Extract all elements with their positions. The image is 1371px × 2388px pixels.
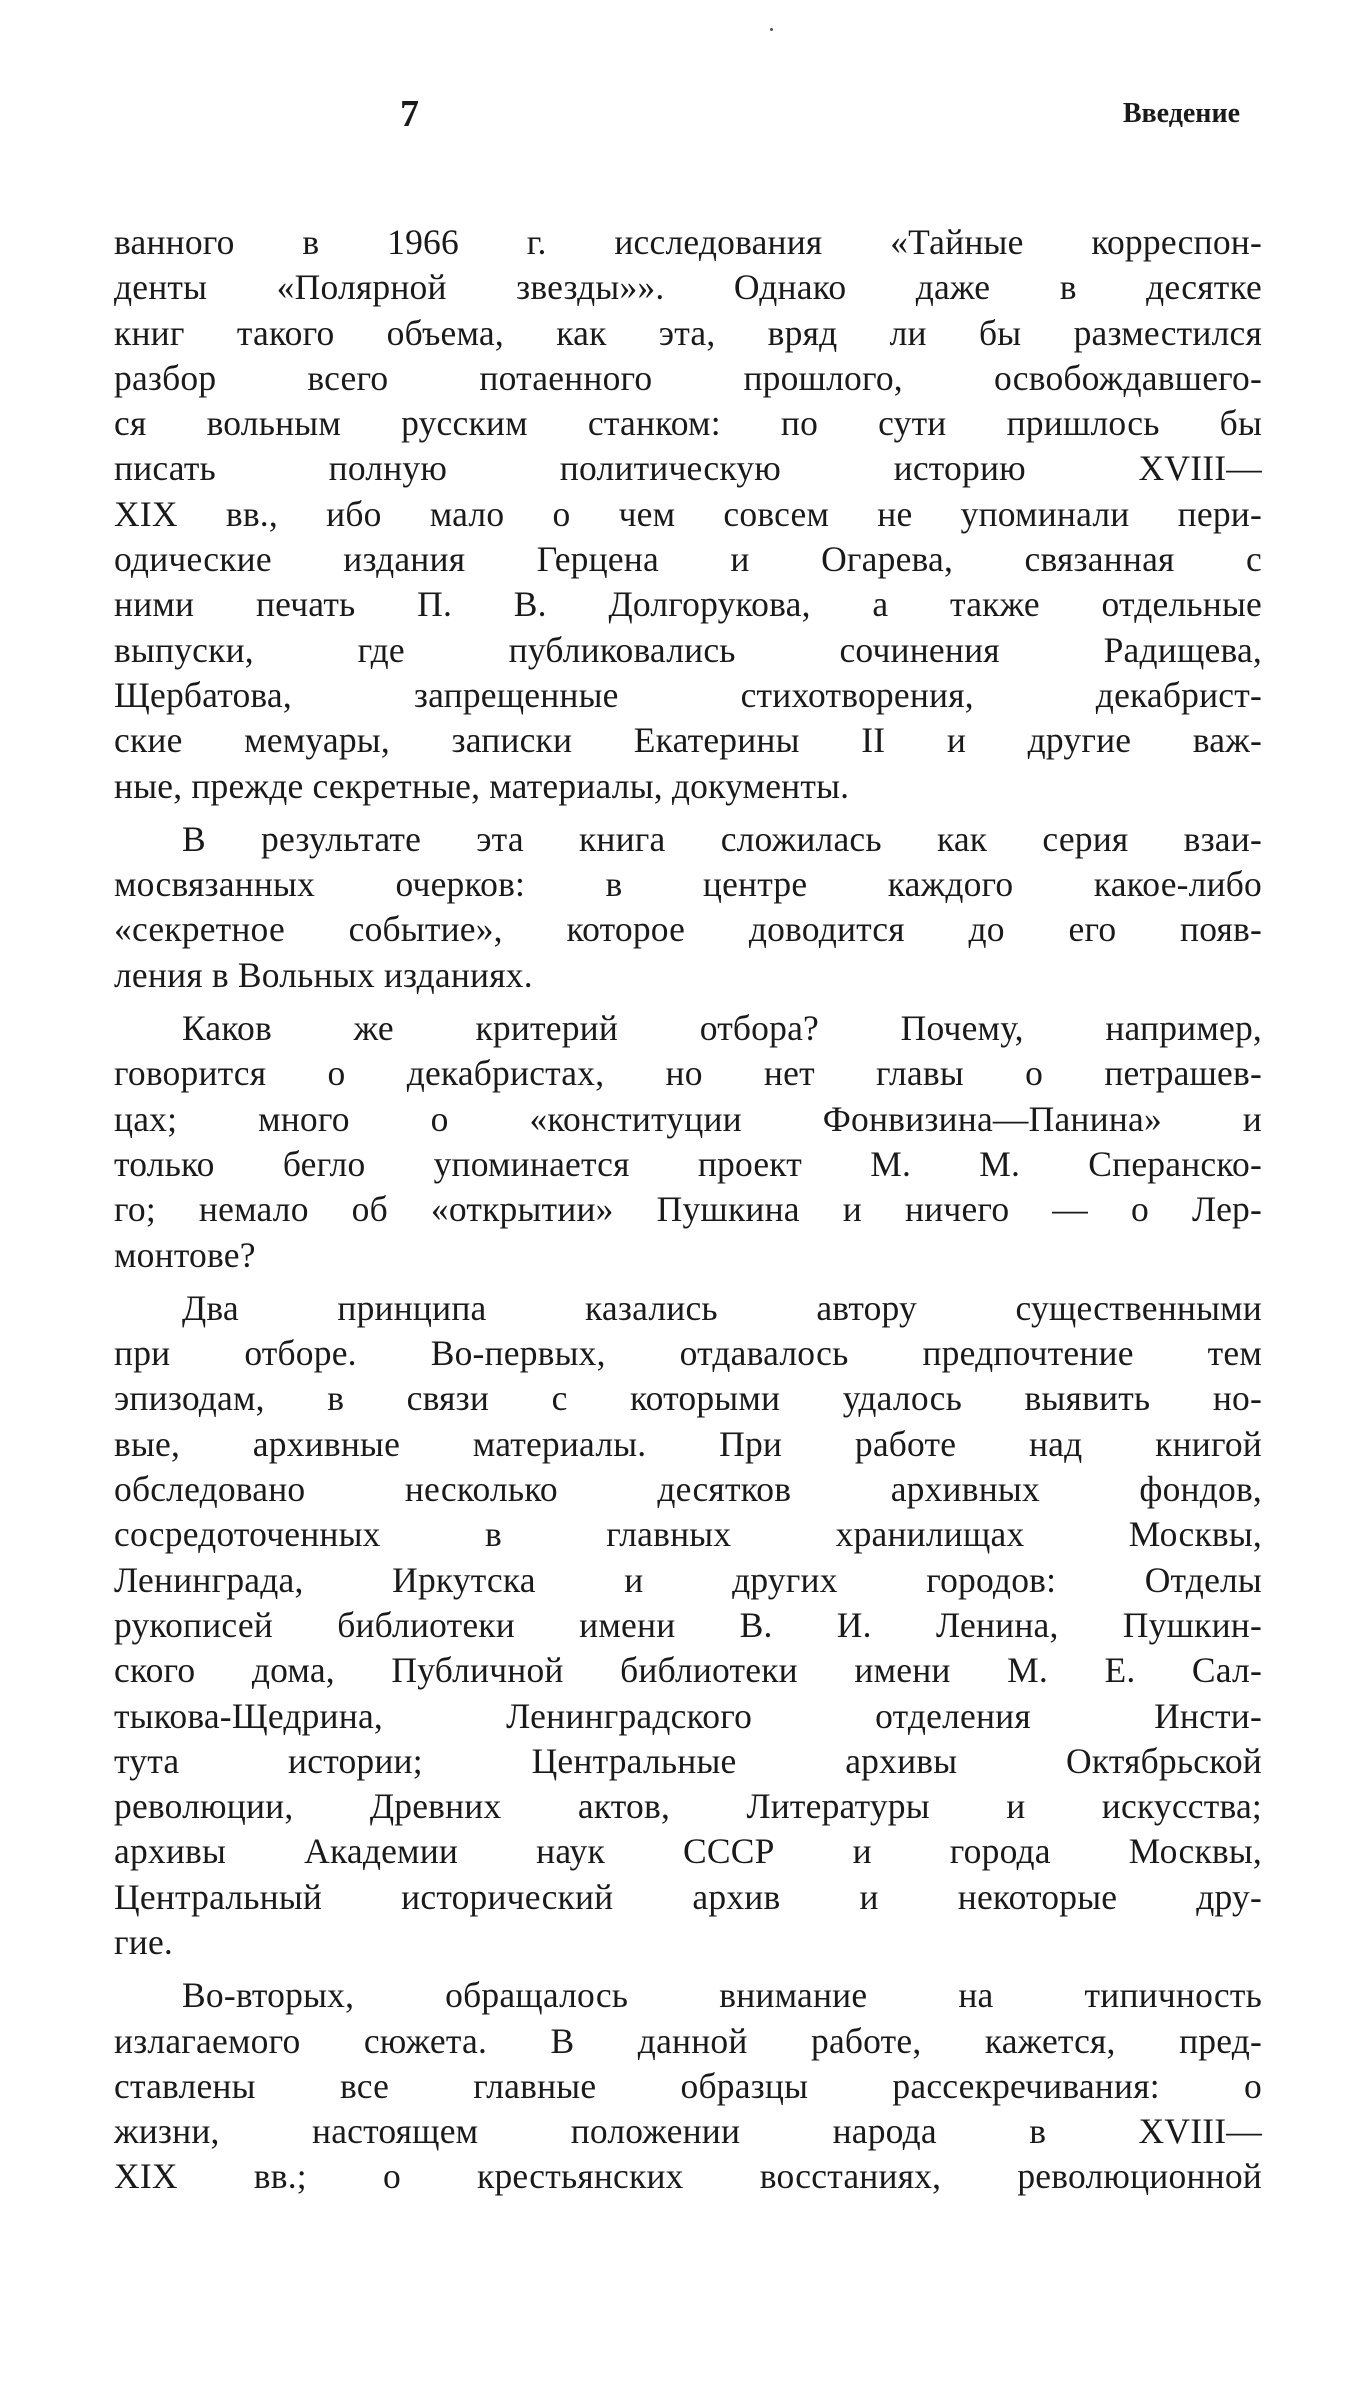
text-line: эпизодам, в связи с которыми удалось выявить но- xyxy=(114,1378,1262,1419)
text-line: рукописей библиотеки имени В. И. Ленина, Пушкин- xyxy=(114,1604,1262,1645)
text-line: ления в Вольных изданиях. xyxy=(114,954,533,995)
text-line: Щербатова, запрещенные стихотворения, декабрист- xyxy=(114,674,1262,715)
text-line: гие. xyxy=(114,1921,173,1962)
text-line: Каков же критерий отбора? Почему, например, xyxy=(182,1008,1262,1049)
text-line: ванного в 1966 г. исследования «Тайные корреспон- xyxy=(114,222,1262,262)
paragraph-gap xyxy=(114,998,1262,1006)
text-line: только бегло упоминается проект М. М. Сперанско- xyxy=(114,1143,1262,1184)
page-header xyxy=(110,92,1260,142)
text-line: ные, прежде секретные, материалы, документы. xyxy=(114,765,850,806)
paragraph-gap xyxy=(114,809,1262,817)
text-line: ские мемуары, записки Екатерины II и другие важ- xyxy=(114,720,1262,761)
text-line: разбор всего потаенного прошлого, освобождавшего- xyxy=(114,357,1262,398)
text-line: «секретное событие», которое доводится до его появ- xyxy=(114,909,1262,950)
text-line: обследовано несколько десятков архивных фондов, xyxy=(114,1469,1262,1510)
text-line: денты «Полярной звезды»». Однако даже в десятке xyxy=(114,267,1262,308)
text-line: излагаемого сюжета. В данной работе, кажется, пред- xyxy=(114,2020,1262,2061)
text-line: Ленинграда, Иркутска и других городов: Отделы xyxy=(114,1559,1262,1600)
text-line: ского дома, Публичной библиотеки имени М. Е. Сал- xyxy=(114,1650,1262,1691)
text-line: мосвязанных очерков: в центре каждого какое-либо xyxy=(114,864,1262,905)
text-line: говорится о декабристах, но нет главы о петрашев- xyxy=(114,1053,1262,1094)
text-line: Два принципа казались автору существенными xyxy=(182,1287,1262,1328)
page-number: 7 xyxy=(400,93,419,135)
paragraph xyxy=(114,1973,1262,2199)
paragraph-gap xyxy=(114,1278,1262,1286)
text-line: выпуски, где публиковались сочинения Радищева, xyxy=(114,629,1262,670)
text-line: тута истории; Центральные архивы Октябрьской xyxy=(114,1740,1262,1781)
text-line: ставлены все главные образцы рассекречивания: о xyxy=(114,2065,1262,2106)
text-line: XIX вв., ибо мало о чем совсем не упоминали пери- xyxy=(114,493,1262,534)
text-line: архивы Академии наук СССР и города Москвы, xyxy=(114,1831,1262,1872)
text-line: цах; много о «конституции Фонвизина—Панина» и xyxy=(114,1098,1262,1139)
running-head: Введение xyxy=(1122,98,1240,129)
paragraph xyxy=(114,1006,1262,1278)
text-line: Во-вторых, обращалось внимание на типичность xyxy=(182,1975,1262,2016)
text-line: ся вольным русским станком: по сути пришлось бы xyxy=(114,403,1262,444)
text-line: XIX вв.; о крестьянских восстаниях, революционной xyxy=(114,2156,1262,2197)
text-line: книг такого объема, как эта, вряд ли бы разместился xyxy=(114,312,1262,353)
print-speck xyxy=(770,28,773,31)
text-line: при отборе. Во-первых, отдавалось предпочтение тем xyxy=(114,1333,1262,1374)
text-line: монтове? xyxy=(114,1234,256,1275)
text-line: В результате эта книга сложилась как серия взаи- xyxy=(182,818,1262,859)
body-text xyxy=(114,220,1262,2200)
paragraph xyxy=(114,220,1262,809)
text-line: вые, архивные материалы. При работе над книгой xyxy=(114,1423,1262,1464)
text-line: Центральный исторический архив и некоторые дру- xyxy=(114,1876,1262,1917)
text-line: жизни, настоящем положении народа в XVIII— xyxy=(114,2111,1262,2152)
text-line: революции, Древних актов, Литературы и искусства; xyxy=(114,1786,1262,1827)
paragraph-gap xyxy=(114,1965,1262,1973)
paragraph xyxy=(114,1286,1262,1965)
text-line: одические издания Герцена и Огарева, связанная с xyxy=(114,539,1262,580)
paragraph xyxy=(114,817,1262,998)
text-line: писать полную политическую историю XVIII— xyxy=(114,448,1262,489)
text-line: сосредоточенных в главных хранилищах Москвы, xyxy=(114,1514,1262,1555)
text-line: тыкова-Щедрина, Ленинградского отделения Инсти- xyxy=(114,1695,1262,1736)
text-line: ними печать П. В. Долгорукова, а также отдельные xyxy=(114,584,1262,625)
text-line: го; немало об «открытии» Пушкина и ничего — о Лер- xyxy=(114,1189,1262,1230)
